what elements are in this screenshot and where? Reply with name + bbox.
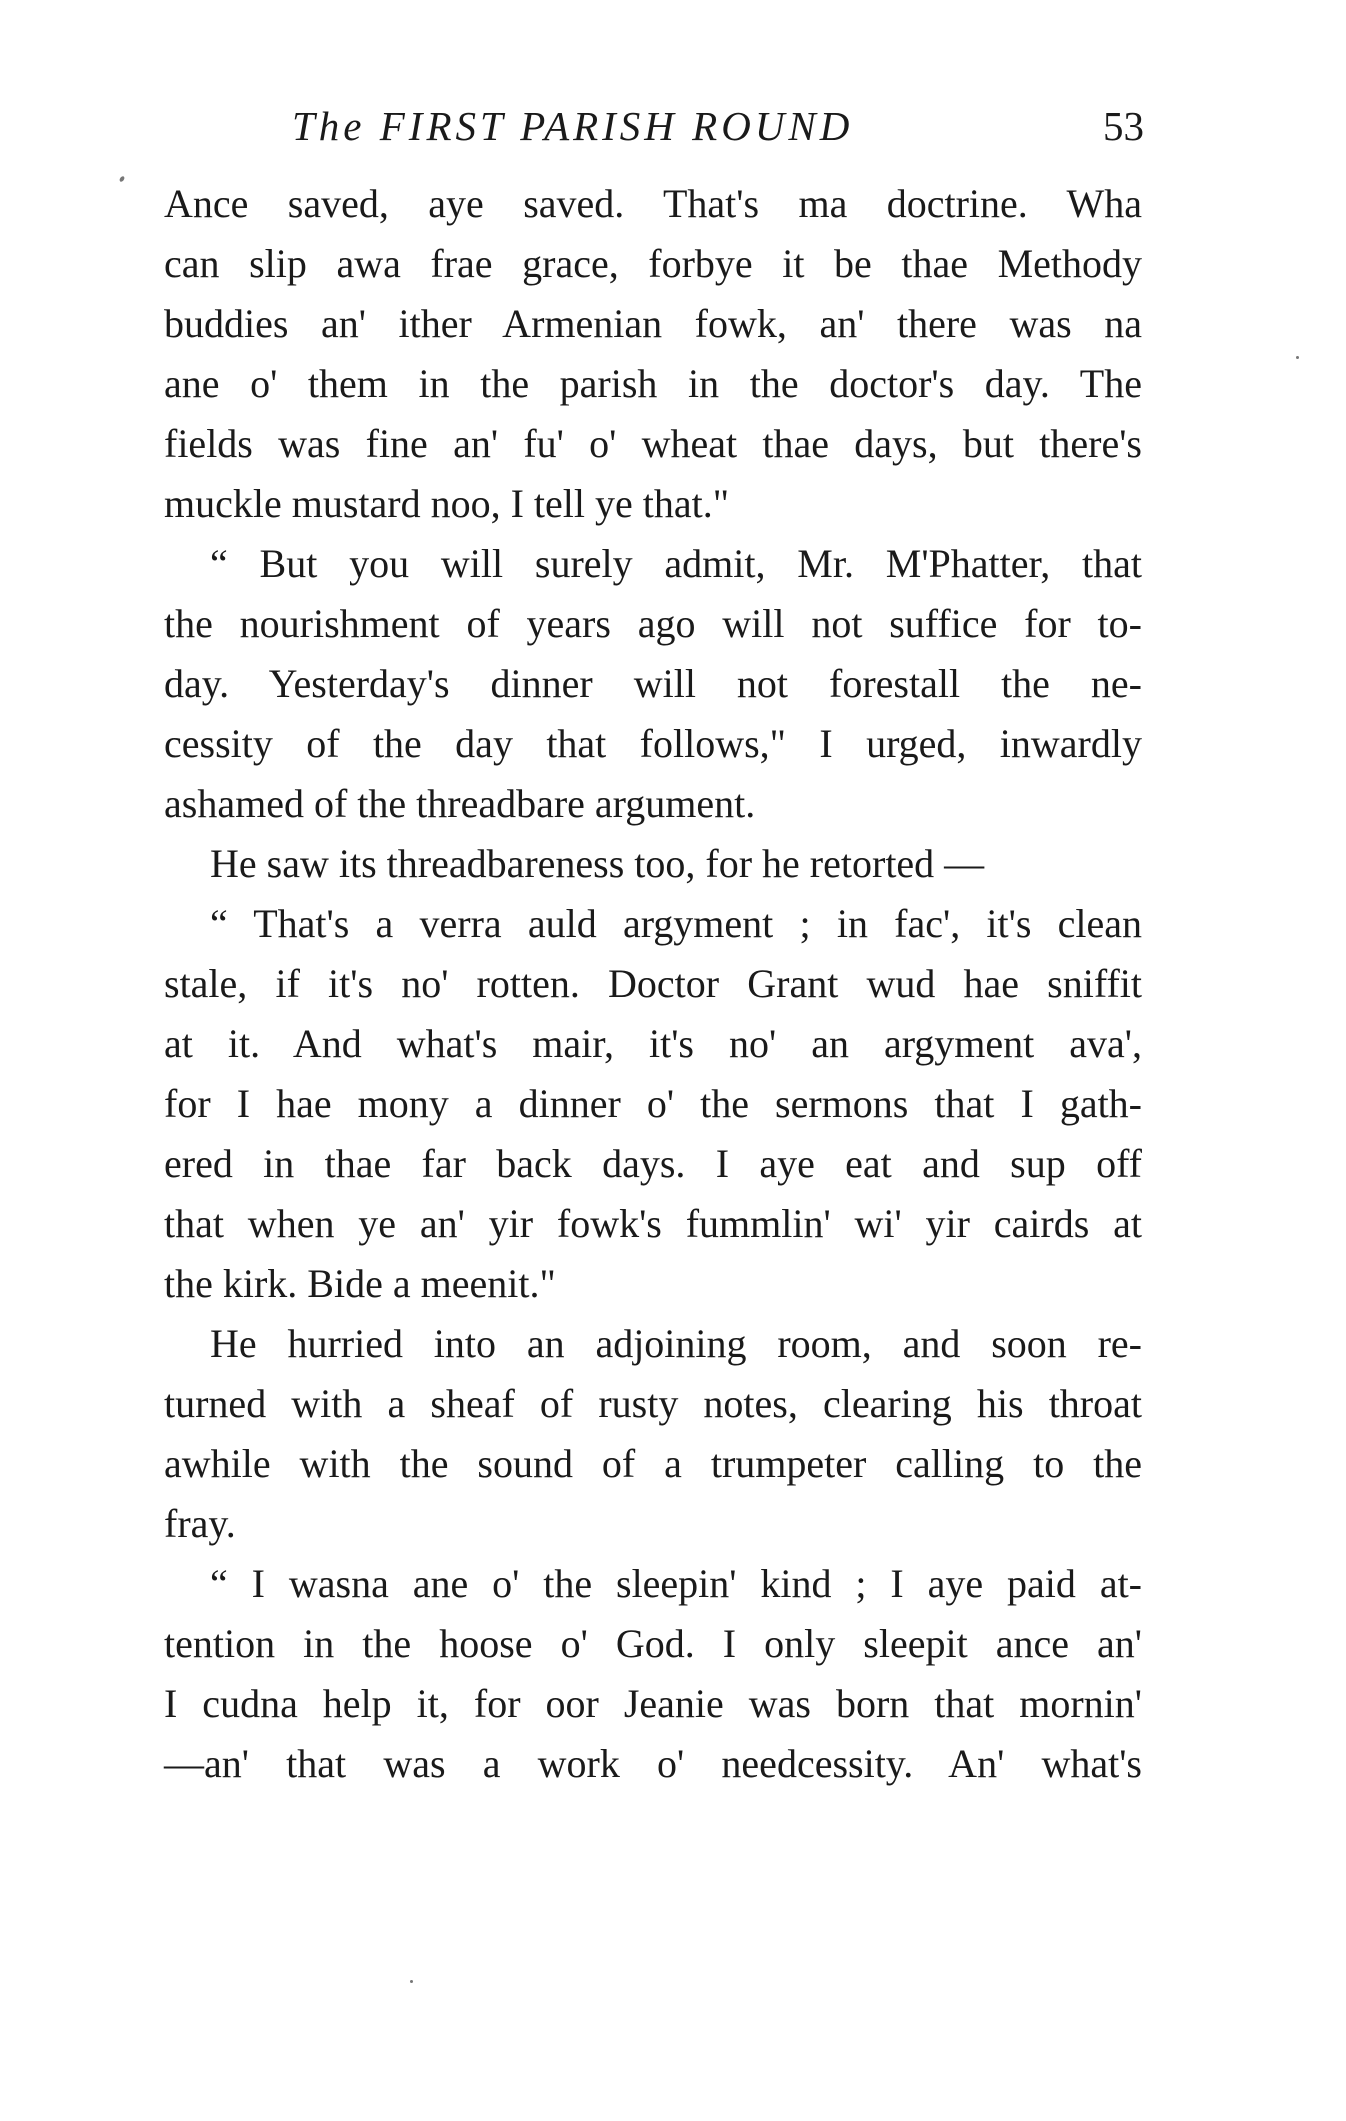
- text-line: day. Yesterday's dinner will not forestall the ne-: [164, 661, 1142, 706]
- text-line: for I hae mony a dinner o' the sermons that I gath-: [164, 1081, 1142, 1126]
- text-line: I cudna help it, for oor Jeanie was born that mornin': [164, 1681, 1142, 1726]
- text-line: tention in the hoose o' God. I only sleepit ance an': [164, 1621, 1142, 1666]
- text-line: that when ye an' yir fowk's fummlin' wi' yir cairds at: [164, 1201, 1142, 1246]
- text-line: awhile with the sound of a trumpeter calling to the: [164, 1441, 1142, 1486]
- text-line: cessity of the day that follows," I urged, inwardly: [164, 721, 1142, 766]
- running-head: [164, 96, 1144, 156]
- ink-speck: [119, 175, 126, 182]
- text-line: “ I wasna ane o' the sleepin' kind ; I aye paid at-: [210, 1561, 1142, 1606]
- text-line: —an' that was a work o' needcessity. An' what's: [164, 1741, 1142, 1786]
- text-line: ered in thae far back days. I aye eat and sup off: [164, 1141, 1142, 1186]
- page-number: 53: [1103, 103, 1144, 149]
- text-line: He hurried into an adjoining room, and soon re-: [210, 1321, 1142, 1366]
- text-line: ane o' them in the parish in the doctor's day. The: [164, 361, 1142, 406]
- ink-speck: [1296, 356, 1299, 359]
- text-line: fray.: [164, 1501, 236, 1546]
- text-line: Ance saved, aye saved. That's ma doctrine. Wha: [164, 181, 1142, 226]
- text-line: He saw its threadbareness too, for he retorted —: [210, 841, 985, 886]
- text-line: at it. And what's mair, it's no' an argyment ava',: [164, 1021, 1142, 1066]
- text-line: muckle mustard noo, I tell ye that.": [164, 481, 730, 526]
- text-line: the nourishment of years ago will not suffice for to-: [164, 601, 1142, 646]
- ink-speck: [410, 1980, 413, 1983]
- text-line: “ That's a verra auld argyment ; in fac', it's clean: [210, 901, 1142, 946]
- text-line: stale, if it's no' rotten. Doctor Grant wud hae sniffit: [164, 961, 1142, 1006]
- running-head-title: The FIRST PARISH ROUND: [292, 103, 854, 149]
- text-line: ashamed of the threadbare argument.: [164, 781, 756, 826]
- body-text: [164, 174, 1142, 1794]
- text-line: buddies an' ither Armenian fowk, an' there was na: [164, 301, 1142, 346]
- text-line: fields was fine an' fu' o' wheat thae days, but there's: [164, 421, 1142, 466]
- text-line: turned with a sheaf of rusty notes, clearing his throat: [164, 1381, 1142, 1426]
- text-line: can slip awa frae grace, forbye it be thae Methody: [164, 241, 1142, 286]
- text-line: “ But you will surely admit, Mr. M'Phatter, that: [210, 541, 1142, 586]
- text-line: the kirk. Bide a meenit.": [164, 1261, 556, 1306]
